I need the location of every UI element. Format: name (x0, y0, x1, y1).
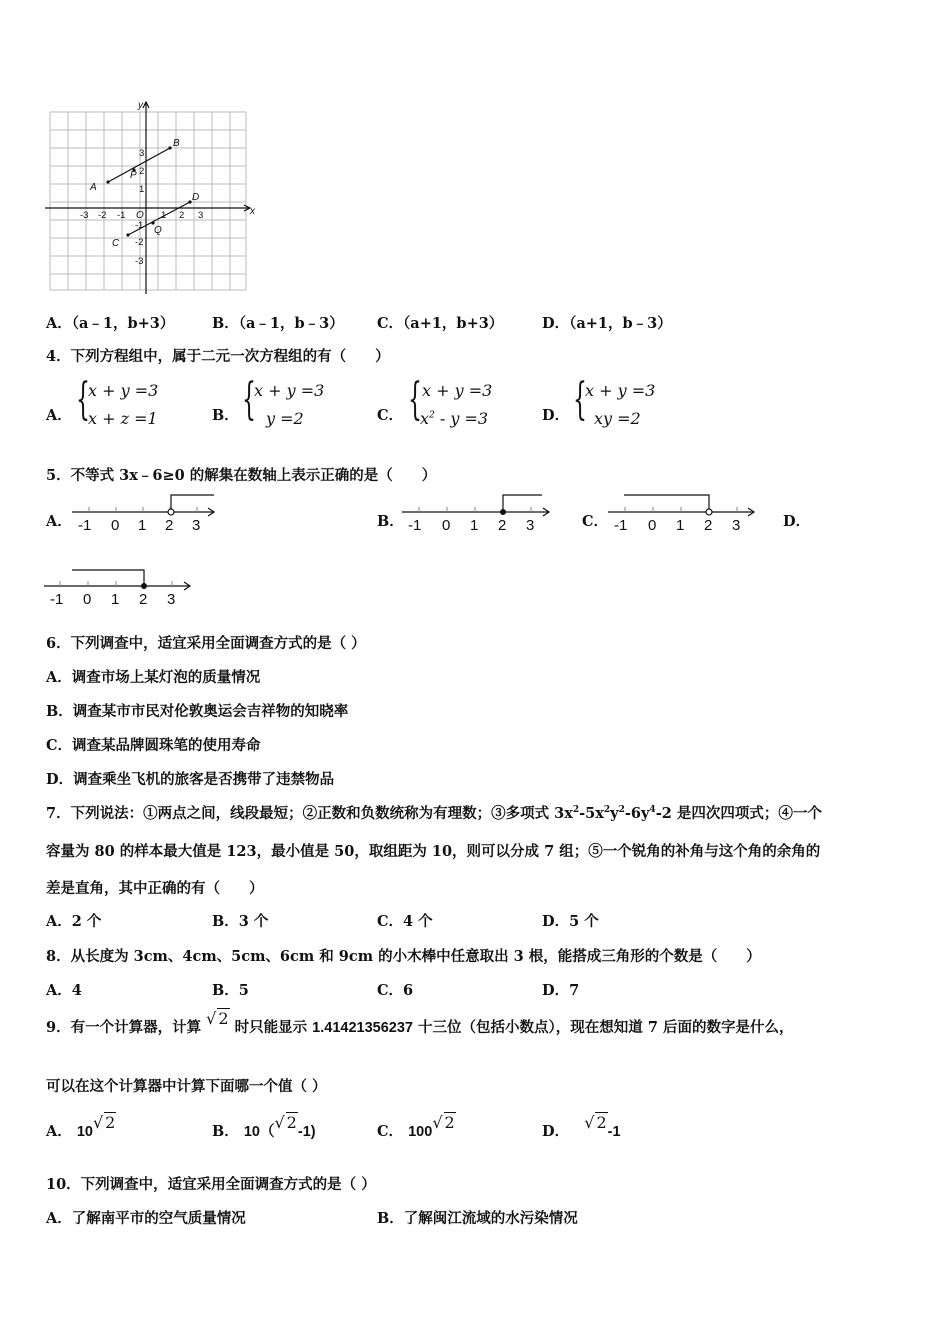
svg-text:1: 1 (111, 591, 120, 608)
x-tick: -1 (117, 210, 126, 221)
q3-option-d[interactable]: D．（a+1，b﹣3） (542, 315, 672, 332)
point-c-label: C (112, 238, 120, 249)
svg-text:3: 3 (192, 517, 201, 534)
brace: { (242, 374, 256, 425)
svg-text:1: 1 (138, 517, 147, 534)
y-tick: 3 (139, 148, 145, 159)
svg-text:0: 0 (442, 517, 451, 534)
svg-text:2: 2 (139, 591, 148, 608)
brace: { (76, 374, 90, 425)
q9-option-a[interactable]: A． 10√ 2 (46, 1113, 116, 1140)
q9-option-b[interactable]: B． 10（√ 2-1) (212, 1113, 316, 1140)
y-tick: -3 (135, 256, 144, 267)
y-axis-label: y (138, 100, 143, 111)
q5-option-a-letter[interactable]: A． (46, 513, 72, 530)
q5-option-b-letter[interactable]: B． (377, 513, 404, 530)
svg-text:0: 0 (83, 591, 92, 608)
q4-stem: 4．下列方程组中，属于二元一次方程组的有（ ） (46, 348, 390, 365)
calculator-display-value: 1.41421356237 (312, 1020, 413, 1036)
coordinate-grid-figure (40, 96, 265, 301)
svg-text:3: 3 (167, 591, 176, 608)
q8-option-c[interactable]: C．6 (377, 982, 414, 999)
x-axis-label: x (250, 206, 255, 217)
number-line-c[interactable] (606, 490, 761, 536)
q9-stem-line1: 9．有一个计算器，计算 √ 2 时只能显示 1.41421356237 十三位（包括小数点），现在想知道 7 后面的数字是什么， (46, 1009, 794, 1036)
q9-stem-line2: 可以在这个计算器中计算下面哪一个值（ ） (46, 1078, 327, 1095)
svg-text:0: 0 (111, 517, 120, 534)
q6-stem: 6．下列调查中，适宜采用全面调查方式的是（ ） (46, 635, 366, 652)
q7-stem-line3: 差是直角，其中正确的有（ ） (46, 880, 264, 897)
y-tick: -2 (135, 237, 144, 248)
q5-option-d-letter[interactable]: D． (783, 513, 811, 530)
x-tick: -3 (80, 210, 89, 221)
q8-option-d[interactable]: D．7 (542, 982, 580, 999)
svg-text:-1: -1 (50, 591, 64, 608)
point-q-label: Q (154, 225, 162, 236)
q8-option-a[interactable]: A．4 (46, 982, 82, 999)
q7-option-c[interactable]: C．4 个 (377, 913, 433, 930)
q10-stem: 10．下列调查中，适宜采用全面调查方式的是（ ） (46, 1176, 376, 1193)
svg-text:3: 3 (526, 517, 535, 534)
origin-label: O (136, 210, 144, 221)
sqrt-two: √ 2 (206, 1009, 229, 1028)
x-tick: 1 (161, 210, 167, 221)
svg-text:1: 1 (470, 517, 479, 534)
x-tick: 2 (179, 210, 185, 221)
point-a-label: A (90, 182, 97, 193)
y-tick: 1 (139, 184, 145, 195)
q7-option-b[interactable]: B．3 个 (212, 913, 269, 930)
x-tick: -2 (98, 210, 107, 221)
svg-text:1: 1 (676, 517, 685, 534)
q6-option-d[interactable]: D．调查乘坐飞机的旅客是否携带了违禁物品 (46, 771, 335, 788)
q3-option-c[interactable]: C．（a+1，b+3） (377, 315, 504, 332)
q7-option-a[interactable]: A．2 个 (46, 913, 102, 930)
q3-option-b[interactable]: B．（a﹣1，b﹣3） (212, 315, 344, 332)
q9-option-d[interactable]: D． √ 2-1 (542, 1113, 621, 1140)
number-line-a[interactable] (70, 490, 220, 536)
q8-option-b[interactable]: B．5 (212, 982, 249, 999)
q3-option-a[interactable]: A．（a﹣1，b+3） (46, 315, 175, 332)
q6-option-a[interactable]: A．调查市场上某灯泡的质量情况 (46, 669, 261, 686)
point-p-label: P (130, 170, 137, 181)
x-tick: 3 (198, 210, 204, 221)
q10-option-b[interactable]: B．了解闽江流域的水污染情况 (377, 1210, 578, 1227)
brace: { (573, 374, 587, 425)
q7-stem-line1: 7．下列说法：①两点之间，线段最短；②正数和负数统称为有理数；③多项式 $3x^2-5x^2y^2-6y^4-2$ 是四次四项式；④一个 (46, 805, 822, 822)
svg-text:2: 2 (165, 517, 174, 534)
svg-text:-1: -1 (408, 517, 422, 534)
svg-text:0: 0 (648, 517, 657, 534)
q6-option-c[interactable]: C．调查某品牌圆珠笔的使用寿命 (46, 737, 261, 754)
q6-option-b[interactable]: B．调查某市市民对伦敦奥运会吉祥物的知晓率 (46, 703, 349, 720)
brace: { (408, 374, 422, 425)
svg-text:-1: -1 (78, 517, 92, 534)
q7-option-d[interactable]: D．5 个 (542, 913, 599, 930)
q5-stem: 5．不等式 3x﹣6≥0 的解集在数轴上表示正确的是（ ） (46, 467, 437, 484)
svg-text:2: 2 (704, 517, 713, 534)
number-line-d[interactable] (42, 566, 197, 612)
point-b-label: B (173, 138, 180, 149)
q5-option-c-letter[interactable]: C． (582, 513, 609, 530)
q8-stem: 8．从长度为 3cm、4cm、5cm、6cm 和 9cm 的小木棒中任意取出 3 根，能搭成三角形的个数是（ ） (46, 948, 761, 965)
svg-text:2: 2 (498, 517, 507, 534)
q10-option-a[interactable]: A．了解南平市的空气质量情况 (46, 1210, 246, 1227)
point-d-label: D (192, 192, 200, 203)
y-tick: 2 (139, 166, 145, 177)
q9-option-c[interactable]: C． 100√ 2 (377, 1113, 455, 1140)
svg-text:-1: -1 (614, 517, 628, 534)
svg-text:3: 3 (732, 517, 741, 534)
y-tick: -1 (135, 220, 144, 231)
number-line-b[interactable] (400, 490, 555, 536)
q7-stem-line2: 容量为 80 的样本最大值是 123，最小值是 50，取组距为 10，则可以分成 7 组；⑤一个锐角的补角与这个角的余角的 (46, 843, 821, 860)
